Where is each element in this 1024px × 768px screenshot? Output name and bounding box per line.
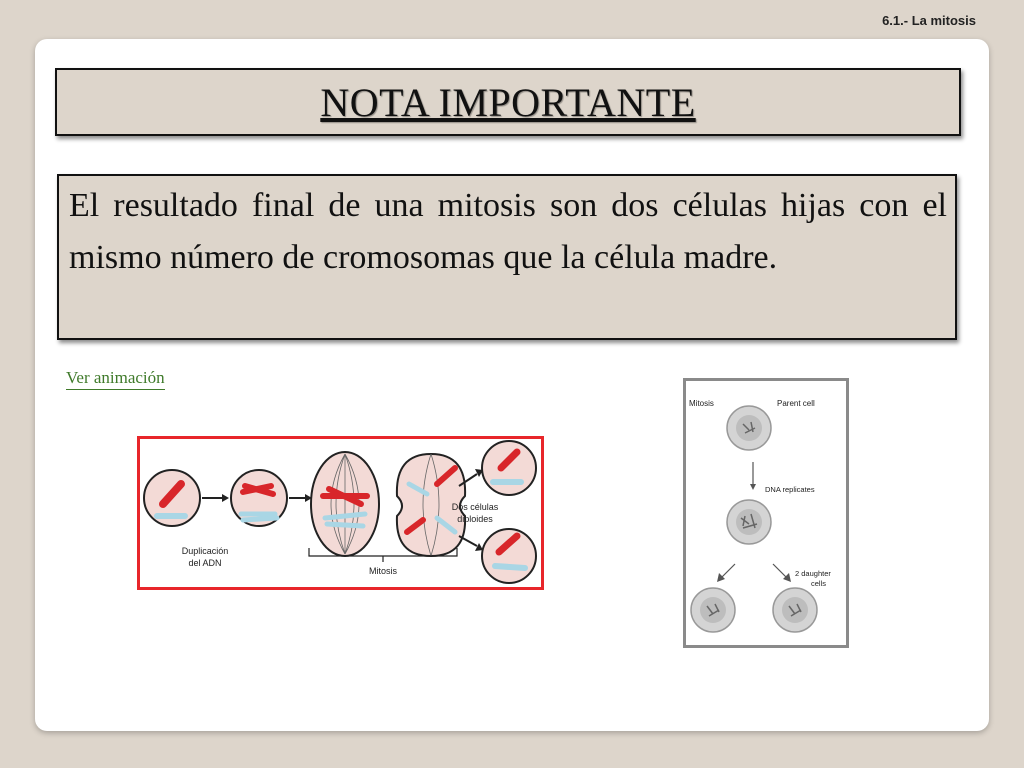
dna-label-daughters-line1: 2 daughter [795, 569, 831, 578]
label-mitosis: Mitosis [368, 566, 398, 576]
daughter-cell-top [482, 441, 536, 495]
dna-replication-diagram [683, 378, 849, 648]
cell-3 [311, 452, 379, 556]
slide-title: NOTA IMPORTANTE [320, 79, 696, 125]
label-daughters-line1: Dos células [451, 502, 499, 512]
label-duplication-line2: del ADN [188, 558, 222, 568]
cell-1 [144, 470, 200, 526]
dna-label-parent: Parent cell [777, 399, 815, 408]
replicated-cell [727, 500, 771, 544]
cell-2 [231, 470, 287, 526]
label-duplication-line1: Duplicación [181, 546, 229, 556]
section-label: 6.1.- La mitosis [882, 13, 976, 28]
daughter-cell-bottom [482, 529, 536, 583]
label-daughters-line2: diploides [457, 514, 493, 524]
dna-label-replicates: DNA replicates [765, 485, 815, 494]
mitosis-diagram [137, 436, 544, 590]
daughter-cell-left [691, 588, 735, 632]
daughter-cell-right [773, 588, 817, 632]
note-text: El resultado final de una mitosis son dos células hijas con el mismo número de cromosomas que la célula madre. [69, 187, 947, 276]
animation-link[interactable]: Ver animación [66, 368, 165, 390]
dna-label-title: Mitosis [689, 399, 714, 408]
note-box [57, 174, 957, 340]
parent-cell [727, 406, 771, 450]
dna-label-daughters-line2: cells [811, 579, 827, 588]
title-box [55, 68, 961, 136]
